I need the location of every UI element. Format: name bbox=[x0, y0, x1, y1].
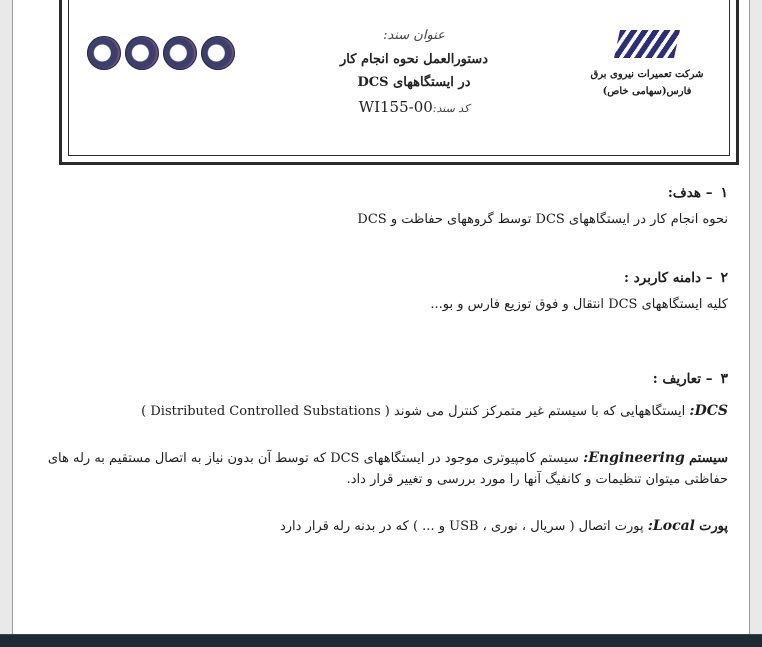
iso-certification-logos bbox=[87, 36, 235, 70]
section-goal bbox=[26, 185, 728, 230]
doc-code-label: کد سند: bbox=[432, 102, 470, 115]
iso-seal-icon bbox=[163, 36, 197, 70]
section-text: کلیه ایستگاههای DCS انتقال و فوق توزیع فارس و بو... bbox=[430, 297, 728, 312]
section-heading: ۳– تعاریف : bbox=[652, 371, 728, 387]
company-name-line2: فارس(سهامی خاص) bbox=[602, 86, 692, 97]
document-page bbox=[12, 0, 750, 635]
definition-text: پورت اتصال ( سریال ، نوری ، USB و ... ) که در بدنه رله قرار دارد bbox=[279, 519, 644, 534]
section-scope bbox=[26, 270, 728, 315]
iso-seal-icon bbox=[125, 36, 159, 70]
scan-smudge bbox=[192, 325, 572, 395]
definition-dcs bbox=[26, 401, 728, 422]
doc-title-line1: دستورالعمل نحوه انجام کار bbox=[340, 52, 488, 67]
os-taskbar[interactable] bbox=[0, 634, 762, 647]
definition-text: ایستگاههایی که با سیستم غیر متمرکز کنترل می شوند ( Distributed Controlled Substations ) bbox=[141, 404, 686, 419]
section-definitions bbox=[26, 371, 728, 537]
header-inner-frame bbox=[68, 0, 730, 156]
definition-term-fa: سیستم bbox=[689, 451, 728, 466]
document-header bbox=[59, 0, 739, 165]
company-name-line1: شرکت تعمیرات نیروی برق bbox=[590, 69, 704, 80]
iso-seal-icon bbox=[87, 36, 121, 70]
definition-term: DCS: bbox=[689, 403, 728, 419]
document-title-block bbox=[299, 28, 529, 116]
iso-seal-icon bbox=[201, 36, 235, 70]
definition-local-port bbox=[26, 516, 728, 537]
definition-text: سیستم کامپیوتری موجود در ایستگاههای DCS که توسط آن بدون نیاز به اتصال مستقیم به رله های حفاظتی میتوان تنظیمات و کانفیگ آنها را مورد بررسی و تغییر قرار داد. bbox=[47, 451, 728, 487]
doc-title-label: عنوان سند: bbox=[383, 28, 445, 43]
definition-term-en: Local: bbox=[647, 518, 695, 534]
definition-term-fa: پورت bbox=[699, 519, 728, 534]
section-heading: ۲– دامنه کاربرد : bbox=[624, 270, 728, 286]
doc-code: WI155-00 bbox=[358, 98, 433, 116]
doc-code-row bbox=[299, 98, 529, 116]
section-text: نحوه انجام کار در ایستگاههای DCS توسط گروههای حفاظت و DCS bbox=[357, 212, 728, 227]
company-block bbox=[577, 30, 717, 100]
doc-title-line2: در ایستگاههای DCS bbox=[357, 75, 471, 90]
company-logo-icon bbox=[614, 30, 680, 58]
section-heading: ۱– هدف: bbox=[667, 185, 728, 201]
definition-engineering bbox=[26, 448, 728, 490]
definition-term-en: Engineering: bbox=[583, 450, 685, 466]
